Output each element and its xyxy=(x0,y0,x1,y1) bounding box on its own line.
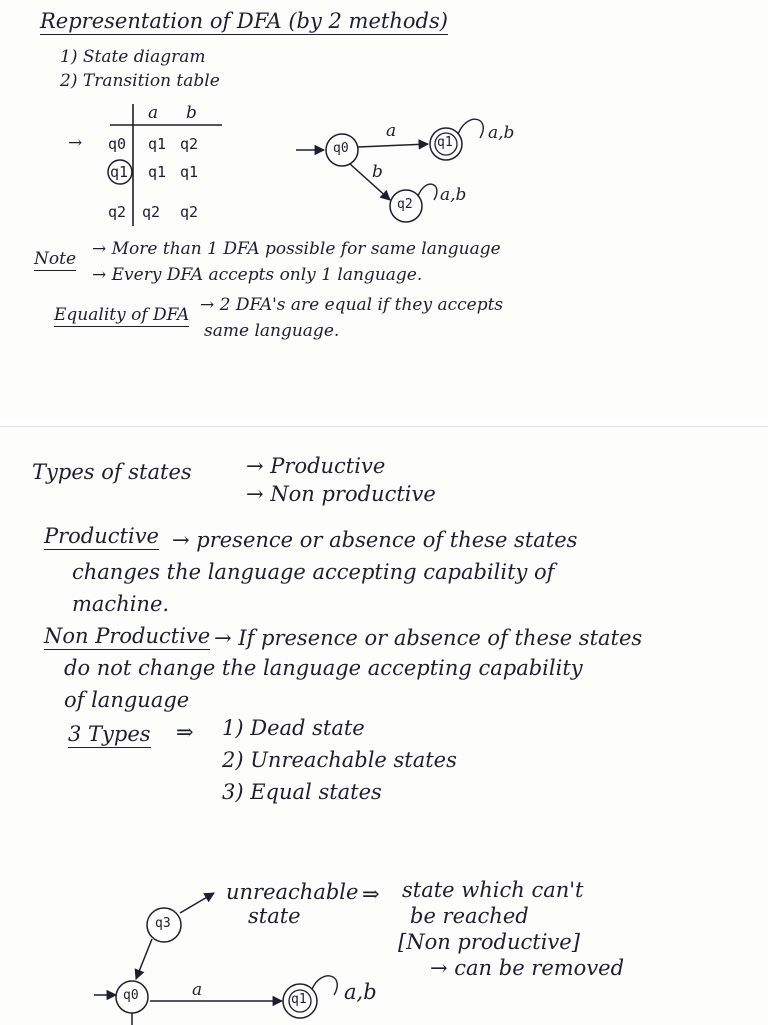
unreachable-state-diagram xyxy=(0,427,768,1025)
table-header-a: a xyxy=(148,103,159,123)
three-types-item-3: 3) Equal states xyxy=(222,780,382,804)
table-header-b: b xyxy=(186,103,197,123)
state-label-q3: q3 xyxy=(155,916,171,931)
note-line-1: → More than 1 DFA possible for same language xyxy=(92,239,501,259)
type-productive: → Productive xyxy=(246,454,386,478)
productive-line-1: → presence or absence of these states xyxy=(172,528,578,552)
unreachable-arrow: ⇒ xyxy=(362,882,380,906)
equality-line-1: → 2 DFA's are equal if they accepts xyxy=(200,295,504,315)
state-label-q0: q0 xyxy=(333,141,349,156)
equality-line-2: same language. xyxy=(204,321,340,341)
loop-label-q1: a,b xyxy=(488,123,515,143)
table-cell: q1 xyxy=(180,163,199,181)
table-cell: q1 xyxy=(148,163,167,181)
non-productive-line-3: of language xyxy=(64,688,190,712)
three-types-arrow: ⇒ xyxy=(176,720,194,744)
edge-q3-q0 xyxy=(136,939,152,979)
edge-q0-q2 xyxy=(350,164,390,200)
three-types-label: 3 Types xyxy=(68,723,151,748)
unreachable-desc-2: be reached xyxy=(410,904,529,928)
non-productive-label: Non Productive xyxy=(44,625,210,650)
loop-q1-bottom xyxy=(312,976,337,995)
notebook-page-bottom xyxy=(0,426,768,1025)
productive-label: Productive xyxy=(44,525,159,550)
productive-line-3: machine. xyxy=(72,592,170,616)
method-transition-table: 2) Transition table xyxy=(60,71,220,91)
edge-label-a: a xyxy=(386,121,397,141)
table-row-state: q1 xyxy=(110,163,129,181)
edge-q0-q1 xyxy=(358,144,428,147)
table-cell: q2 xyxy=(180,135,199,153)
unreachable-pointer-arrow xyxy=(180,893,214,913)
edge-label-b: b xyxy=(372,162,383,182)
three-types-item-2: 2) Unreachable states xyxy=(222,748,457,772)
loop-label-q2: a,b xyxy=(440,185,467,205)
non-productive-line-1: → If presence or absence of these states xyxy=(214,626,643,650)
edge-label-a-bottom: a xyxy=(192,980,203,1000)
productive-line-2: changes the language accepting capability of xyxy=(72,560,555,584)
state-label-q2: q2 xyxy=(397,197,413,212)
unreachable-label-2: state xyxy=(248,904,301,928)
table-row-state: q2 xyxy=(108,203,127,221)
table-cell: q1 xyxy=(148,135,167,153)
equality-label: Equality of DFA xyxy=(54,305,190,325)
three-types-item-1: 1) Dead state xyxy=(222,716,365,740)
method-state-diagram: 1) State diagram xyxy=(60,47,206,67)
unreachable-label-1: unreachable xyxy=(226,880,359,904)
type-non-productive: → Non productive xyxy=(246,482,436,506)
table-cell: q2 xyxy=(180,203,199,221)
unreachable-desc-4: → can be removed xyxy=(430,956,625,980)
state-label-q1-bottom: q1 xyxy=(291,992,307,1007)
state-label-q0-bottom: q0 xyxy=(123,988,139,1003)
unreachable-desc-3: [Non productive] xyxy=(398,930,580,954)
start-arrow-marker: → xyxy=(68,133,83,153)
note-line-2: → Every DFA accepts only 1 language. xyxy=(92,265,423,285)
note-label: Note xyxy=(34,249,77,269)
loop-q2 xyxy=(418,184,437,200)
table-cell: q2 xyxy=(142,203,161,221)
page-title: Representation of DFA (by 2 methods) xyxy=(40,10,448,35)
non-productive-line-2: do not change the language accepting capability xyxy=(64,656,583,680)
unreachable-desc-1: state which can't xyxy=(402,878,584,902)
loop-q1 xyxy=(458,119,483,138)
state-label-q1: q1 xyxy=(437,135,453,150)
table-row-state: q0 xyxy=(108,135,127,153)
state-diagram xyxy=(0,0,768,418)
loop-label-q1-bottom: a,b xyxy=(344,980,377,1004)
types-of-states-label: Types of states xyxy=(32,460,192,484)
notebook-page-top xyxy=(0,0,768,418)
